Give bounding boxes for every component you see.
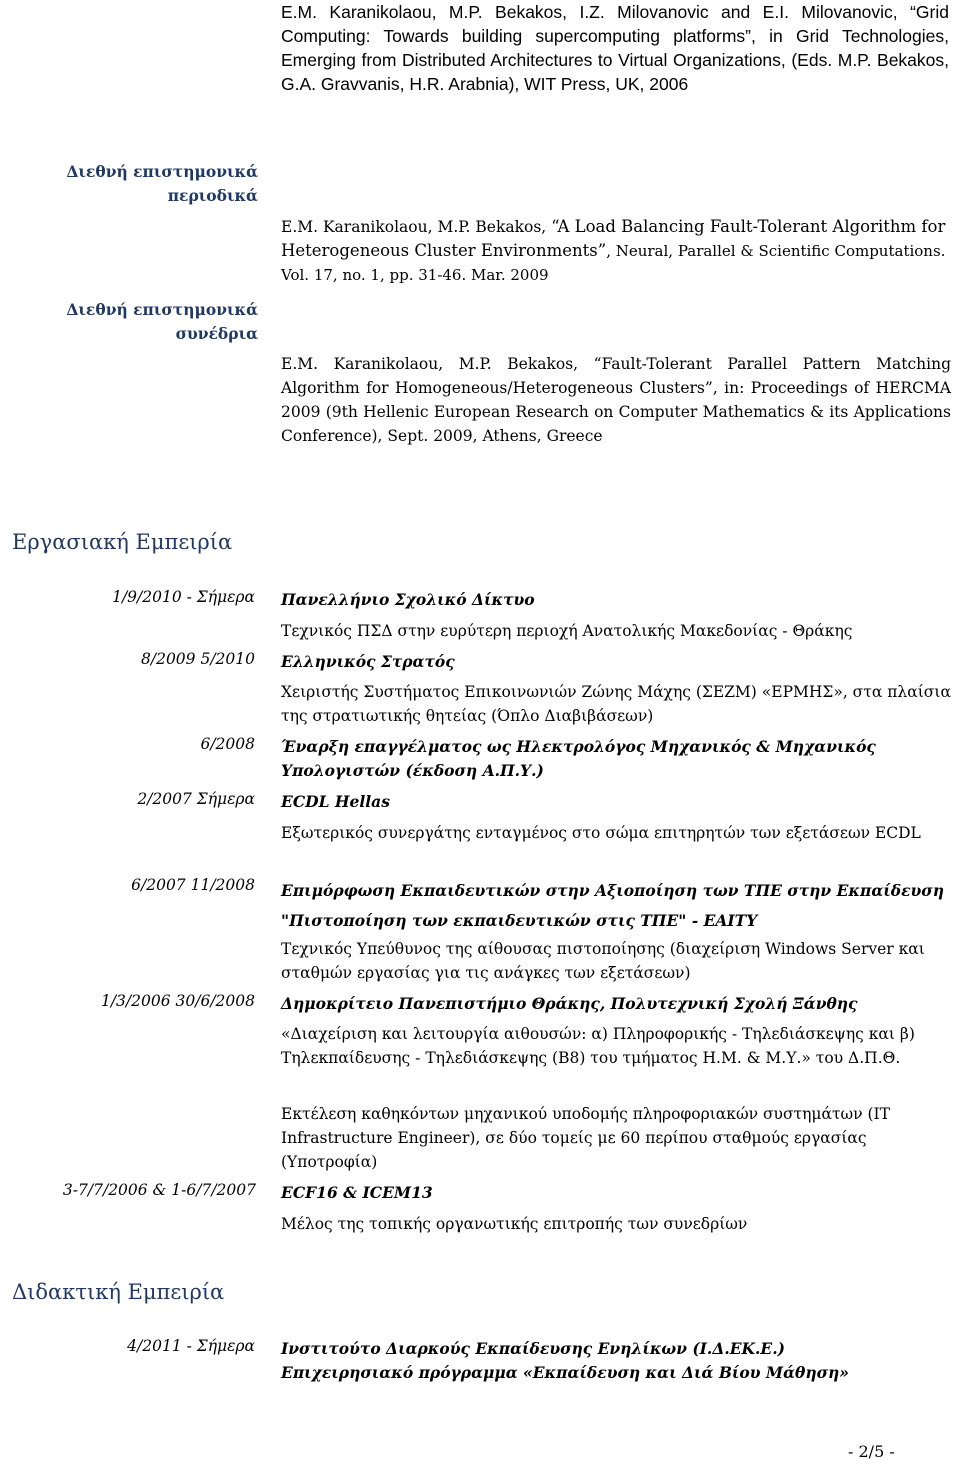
entry-date: 6/2008: [200, 735, 255, 753]
label-international-journals: Διεθνή επιστημονικά περιοδικά: [66, 162, 258, 205]
entry-date: 1/3/2006 30/6/2008: [100, 992, 255, 1010]
entry-organization: ECF16 & ICEM13: [281, 1183, 433, 1202]
journal-pub-authors: E.M. Karanikolaou, M.P. Bekakos,: [281, 218, 547, 236]
entry-organization: ECDL Hellas: [281, 792, 390, 811]
entry-organization: Επιμόρφωση Εκπαιδευτικών στην Αξιοποίηση των ΤΠΕ στην Εκπαίδευση "Πιστοποίηση των εκπαιδευτικών στις ΤΠΕ" - EAITY: [281, 881, 944, 930]
conference-publication: [281, 352, 951, 448]
entry-description: Τεχνικός ΠΣΔ στην ευρύτερη περιοχή Ανατολικής Μακεδονίας - Θράκης: [281, 622, 853, 640]
entry-date: 2/2007 Σήμερα: [137, 790, 255, 808]
conference-pub-venue: , in: Proceedings of HERCMA 2009 (9th Hellenic European Research on Computer Mathematics & its Applications Conference), Sept. 2009, Athens, Greece: [281, 379, 952, 445]
entry-description: «Διαχείριση και λειτουργία αιθουσών: α) Πληροφορικής - Τηλεδιάσκεψης και β) Τηλεκπαίδευσης - Τηλεδιάσκεψης (Β8) του τμήματος Η.Μ. & Μ.Υ.» του Δ.Π.Θ.: [281, 1025, 915, 1067]
teaching-date: 4/2011 - Σήμερα: [127, 1337, 255, 1355]
entry-description: Εξωτερικός συνεργάτης ενταγμένος στο σώμα επιτηρητών των εξετάσεων ECDL: [281, 824, 921, 842]
entry-date: 3-7/7/2006 & 1-6/7/2007: [62, 1181, 256, 1199]
journal-pub-title: “A Load Balancing Fault-Tolerant Algorithm for Heterogeneous Cluster Environments”: [281, 217, 946, 260]
conference-pub-authors: E.M. Karanikolaou, M.P. Bekakos,: [281, 355, 579, 373]
work-experience-heading: Εργασιακή Εμπειρία: [12, 530, 233, 554]
entry-description: Τεχνικός Υπεύθυνος της αίθουσας πιστοποίησης (διαχείριση Windows Server και σταθμών εργασίας για τις ανάγκες των εξετάσεων): [281, 940, 925, 982]
entry-organization: Πανελλήνιο Σχολικό Δίκτυο: [281, 590, 535, 609]
entry-organization: Ελληνικός Στρατός: [281, 652, 455, 671]
teaching-experience-heading: Διδακτική Εμπειρία: [12, 1280, 225, 1304]
entry-date: 8/2009 5/2010: [141, 650, 255, 668]
entry-date: 1/9/2010 - Σήμερα: [112, 588, 255, 606]
entry-description-secondary: Εκτέλεση καθηκόντων μηχανικού υποδομής πληροφοριακών συστημάτων (IT Infrastructure Engineer), σε δύο τομείς με 60 περίπου σταθμούς εργασίας (Υποτροφία): [281, 1105, 891, 1171]
journal-pub-venue: , Neural, Parallel & Scientific Computations. Vol. 17, no. 1, pp. 31-46. Mar. 2009: [281, 242, 946, 284]
entry-description: Χειριστής Συστήματος Επικοινωνιών Ζώνης Μάχης (ΣΕΖΜ) «ΕΡΜΗΣ», στα πλαίσια της στρατιωτικής θητείας (Όπλο Διαβιβάσεων): [281, 683, 951, 725]
label-international-conferences: Διεθνή επιστημονικά συνέδρια: [66, 300, 258, 343]
teaching-organization: Ινστιτούτο Διαρκούς Εκπαίδευσης Ενηλίκων (Ι.Δ.ΕΚ.Ε.): [281, 1339, 785, 1358]
page-number: - 2/5 -: [848, 1442, 895, 1461]
entry-date: 6/2007 11/2008: [131, 876, 255, 894]
journal-publication: [281, 215, 951, 287]
conference-pub-title: “Fault-Tolerant Parallel Pattern Matching Algorithm for Homogeneous/Heterogeneous Clusters”: [281, 355, 951, 397]
entry-organization: Δημοκρίτειο Πανεπιστήμιο Θράκης, Πολυτεχνική Σχολή Ξάνθης: [281, 994, 858, 1013]
teaching-program: Επιχειρησιακό πρόγραμμα «Εκπαίδευση και Διά Βίου Μάθηση»: [281, 1363, 849, 1382]
publication-grid-computing: E.M. Karanikolaou, M.P. Bekakos, I.Z. Milovanovic and E.I. Milovanovic, “Grid Computing: Towards building supercomputing platforms”, in Grid Technologies, Emerging from Distributed Architectures to Virtual Organizations, (Eds. M.P. Bekakos, G.A. Gravvanis, H.R. Arabnia), WIT Press, UK, 2006: [281, 2, 949, 94]
entry-description: Μέλος της τοπικής οργανωτικής επιτροπής των συνεδρίων: [281, 1215, 748, 1233]
entry-organization: Έναρξη επαγγέλματος ως Ηλεκτρολόγος Μηχανικός & Μηχανικός Υπολογιστών (έκδοση Α.Π.Υ.): [281, 737, 876, 780]
